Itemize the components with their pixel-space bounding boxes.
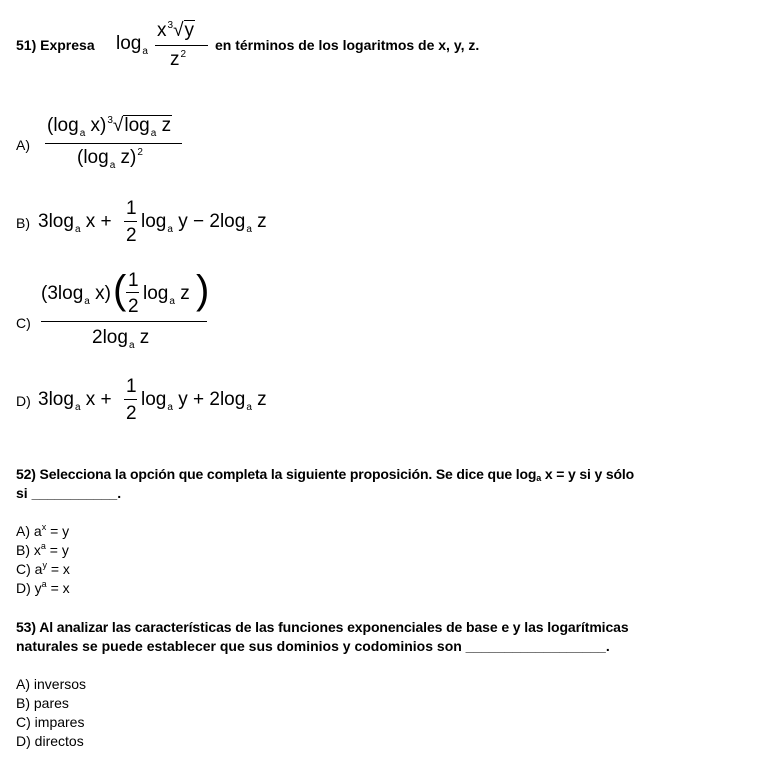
- q52-option-b: B) $x^a = y$: [16, 541, 69, 558]
- q51-option-d-half-bar: [124, 399, 137, 400]
- q51-option-c-fraction-bar: [41, 321, 207, 322]
- q51-option-a-fraction-bar: [45, 143, 182, 144]
- q51-numerator: $x^3√y$: [157, 20, 194, 41]
- q51-option-b-half-den: 2: [126, 225, 137, 246]
- q53-text-line1: 53) Al analizar las características de las funciones exponenciales de base e y las logarítmicas: [16, 619, 629, 635]
- q53-option-c: C) impares: [16, 714, 85, 730]
- q51-option-c-denominator: $2\log_a$ z: [92, 327, 150, 351]
- q51-option-c-numerator-left: ($3\log_a$ x): [41, 283, 111, 307]
- q51-option-b-half-bar: [124, 221, 137, 222]
- q51-option-c-half-num: 1: [128, 270, 139, 291]
- q51-option-d-half-num: 1: [126, 376, 137, 397]
- q51-option-c-label: C): [16, 315, 31, 331]
- q52-text-line1: 52) Selecciona la opción que completa la siguiente proposición. Se dice que loga x = y si y sólo: [16, 466, 635, 483]
- q51-option-a-label: A): [16, 137, 30, 153]
- q52-option-c: C) $a^y = x$: [16, 560, 70, 577]
- q52-option-d: D) $y^a = x$: [16, 579, 70, 596]
- q51-option-c-open-paren: (: [113, 268, 127, 312]
- q51-log: $\log_a$: [116, 33, 148, 57]
- q51-option-c-half-bar: [126, 292, 139, 293]
- q51-fraction-bar: [155, 45, 208, 46]
- q52-text-line2: si ___________.: [16, 485, 122, 501]
- q51-option-b-part2: $\log_a y - 2\log_a$ z: [141, 211, 267, 235]
- q51-option-a-numerator: ($\log_a$ $x)^3√\log_a$ z: [47, 115, 172, 139]
- q51-option-b-label: B): [16, 215, 30, 231]
- q51-option-a-denominator: ($\log_a$ z)$^2$: [77, 147, 143, 171]
- q51-denominator: $z^2$: [170, 49, 187, 70]
- q51-option-d-part1: $3\log_a$ x +: [38, 389, 112, 413]
- q51-option-d-part2: $\log_a y + 2\log_a$ z: [141, 389, 267, 413]
- q51-option-c-half-den: 2: [128, 296, 139, 317]
- q51-option-b-half-num: 1: [126, 198, 137, 219]
- q53-option-d: D) directos: [16, 733, 84, 749]
- q51-number: 51) Expresa: [16, 37, 95, 53]
- q51-option-c-numerator-right: $\log_a z$: [143, 283, 190, 307]
- q53-text-line2: naturales se puede establecer que sus dominios y codominios son __________________.: [16, 638, 610, 654]
- q52-option-a: A) $a^x = y$: [16, 522, 70, 539]
- q51-tail: en términos de los logaritmos de x, y, z.: [215, 37, 480, 53]
- q53-option-b: B) pares: [16, 695, 69, 711]
- q51-option-d-label: D): [16, 393, 31, 409]
- q51-option-b-part1: $3\log_a$ x +: [38, 211, 112, 235]
- q53-option-a: A) inversos: [16, 676, 87, 692]
- q51-option-d-half-den: 2: [126, 403, 137, 424]
- q51-option-c-close-paren: ): [196, 268, 210, 312]
